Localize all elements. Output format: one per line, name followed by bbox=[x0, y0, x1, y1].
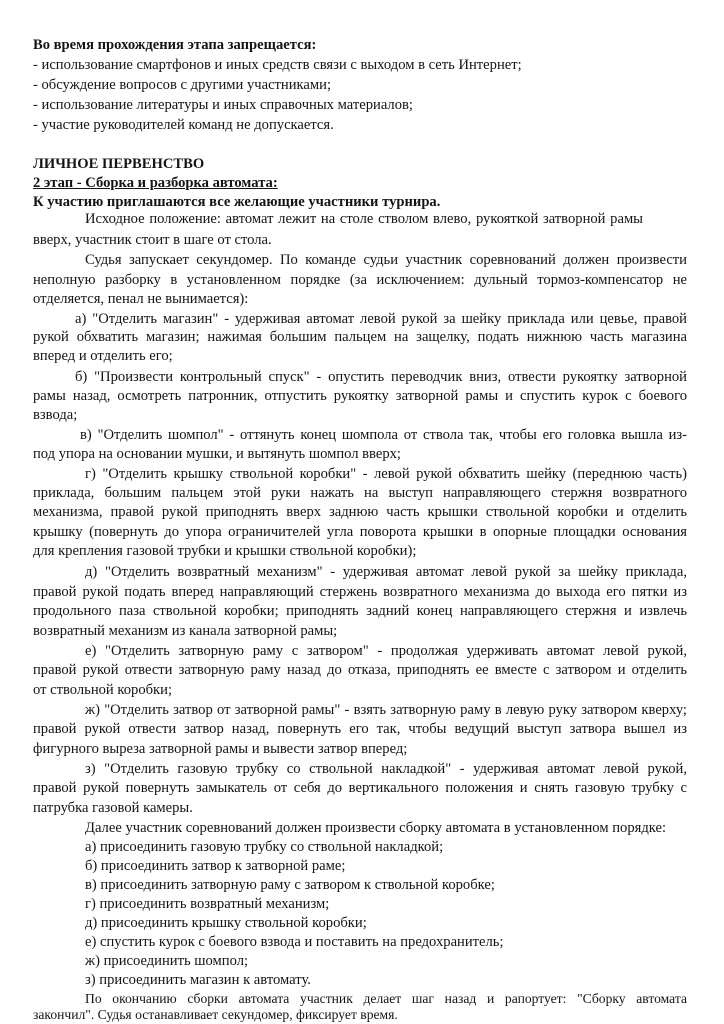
body-line: патрубка газовой камеры. bbox=[33, 800, 193, 816]
body-line: б) "Произвести контрольный спуск" - опустить переводчик вниз, отвести рукоятку затворной bbox=[75, 369, 687, 385]
prohibited-item-2: - обсуждение вопросов с другими участниками; bbox=[33, 77, 331, 93]
body-line: правой рукой отвести затвор назад, повернуть его так, чтобы ведущий выступ затвора вышел из bbox=[33, 721, 687, 737]
body-line: ж) "Отделить затвор от затворной рамы" - взять затворную раму в левую руку затвором кверху; bbox=[85, 702, 687, 718]
body-line: возвратный механизм из канала затворной рамы; bbox=[33, 623, 338, 639]
body-line: а) "Отделить магазин" - удерживая автомат левой рукой за шейку приклада или цевье, правой bbox=[75, 311, 687, 327]
body-line: отделяется, пенал не вынимается): bbox=[33, 291, 249, 307]
body-line: приклада, большим пальцем этой руки нажать на выступ направляющего стержня возвратного bbox=[33, 485, 687, 501]
prohibited-title: Во время прохождения этапа запрещается: bbox=[33, 37, 317, 53]
body-line: з) "Отделить газовую трубку со ствольной накладкой" - удерживая автомат левой рукой, bbox=[85, 761, 687, 777]
prohibited-item-4: - участие руководителей команд не допускается. bbox=[33, 117, 334, 133]
body-line: взвода; bbox=[33, 407, 78, 423]
assembly-step: в) присоединить затворную раму с затвором к ствольной коробке; bbox=[85, 877, 495, 893]
body-line: Судья запускает секундомер. По команде судьи участник соревнований должен произвести bbox=[85, 252, 687, 268]
prohibited-item-3: - использование литературы и иных справочных материалов; bbox=[33, 97, 413, 113]
body-line: г) "Отделить крышку ствольной коробки" - левой рукой обхватить шейку (переднюю часть) bbox=[85, 466, 687, 482]
assembly-step: б) присоединить затвор к затворной раме; bbox=[85, 858, 346, 874]
assembly-step: г) присоединить возвратный механизм; bbox=[85, 896, 330, 912]
section-title: ЛИЧНОЕ ПЕРВЕНСТВО bbox=[33, 156, 205, 172]
body-line: от ствольной коробки; bbox=[33, 682, 173, 698]
body-line: правой рукой повернуть замыкатель от себя до вертикального положения и снять газовую трубку с bbox=[33, 780, 687, 796]
body-line: фигурного выреза затворной рамы и вывести затвор вперед; bbox=[33, 741, 408, 757]
body-line: крышку (повернуть до упора ограничителей угла поворота крышки в опорные площадки основания bbox=[33, 524, 687, 540]
assembly-step: ж) присоединить шомпол; bbox=[85, 953, 249, 969]
body-line: д) "Отделить возвратный механизм" - удерживая автомат левой рукой за шейку приклада, bbox=[85, 564, 687, 580]
body-line: Исходное положение: автомат лежит на столе стволом влево, рукояткой затворной рамы bbox=[85, 211, 643, 227]
body-line: под упора на основании мушки, и вытянуть шомпол вверх; bbox=[33, 446, 401, 462]
body-line: для крепления газовой трубки и крышки ствольной коробки); bbox=[33, 543, 417, 559]
assembly-step: з) присоединить магазин к автомату. bbox=[85, 972, 311, 988]
body-line: механизма, правой рукой приподнять вверх заднюю часть крышки ствольной коробки и отделить bbox=[33, 504, 687, 520]
stage-title: 2 этап - Сборка и разборка автомата: bbox=[33, 175, 278, 191]
body-line: Далее участник соревнований должен произвести сборку автомата в установленном порядке: bbox=[85, 820, 667, 836]
body-line: правой рукой отвести затворную раму назад до отказа, приподнять ее вместе с затвором и отделить bbox=[33, 662, 687, 678]
prohibited-item-1: - использование смартфонов и иных средств связи с выходом в сеть Интернет; bbox=[33, 57, 522, 73]
assembly-step: д) присоединить крышку ствольной коробки; bbox=[85, 915, 367, 931]
body-line: вперед и отделить его; bbox=[33, 348, 173, 364]
body-line: неполную разборку в установленном порядке (за исключением: дульный тормоз-компенсатор не bbox=[33, 272, 687, 288]
body-line: рамы назад, осмотреть патронник, отпустить рукоятку затворной рамы и спустить курок с боевого bbox=[33, 388, 687, 404]
body-line: рукой обхватить магазин; нажимая большим пальцем на защелку, подать нижнюю часть магазина bbox=[33, 329, 687, 345]
invite-text: К участию приглашаются все желающие участники турнира. bbox=[33, 194, 441, 210]
body-line: По окончанию сборки автомата участник делает шаг назад и рапортует: "Сборку автомата bbox=[85, 991, 687, 1006]
assembly-step: а) присоединить газовую трубку со ствольной накладкой; bbox=[85, 839, 444, 855]
body-line: в) "Отделить шомпол" - оттянуть конец шомпола от ствола так, чтобы его головка вышла из- bbox=[80, 427, 687, 443]
body-line: продольного паза ствольной коробки; приподнять задний конец направляющего стержня и извлечь bbox=[33, 603, 687, 619]
body-line: е) "Отделить затворную раму с затвором" - продолжая удерживать автомат левой рукой, bbox=[85, 643, 687, 659]
body-line: вверх, участник стоит в шаге от стола. bbox=[33, 232, 272, 248]
body-line: закончил". Судья останавливает секундомер, фиксирует время. bbox=[33, 1007, 398, 1022]
assembly-step: е) спустить курок с боевого взвода и поставить на предохранитель; bbox=[85, 934, 504, 950]
body-line: правой рукой подать вперед направляющий стержень возвратного механизма до выхода его пятки из bbox=[33, 584, 687, 600]
